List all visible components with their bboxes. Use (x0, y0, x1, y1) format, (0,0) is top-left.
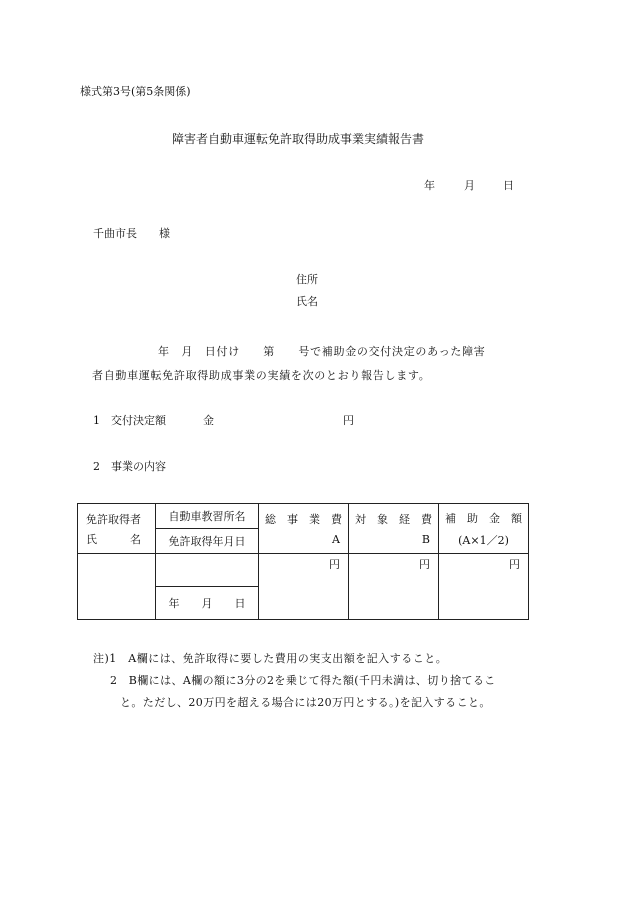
cell-applicant-name[interactable] (78, 554, 156, 620)
header-applicant-cell (78, 504, 156, 554)
note-2-line-2: と。ただし、20万円を超える場合には20万円とする。)を記入すること。 (120, 696, 491, 709)
section-1-unit: 円 (343, 414, 354, 427)
section-1-label: 1 交付決定額 (93, 414, 166, 427)
header-subsidy-sub: (A×1／2) (458, 533, 509, 547)
header-total-cost-sub: A (332, 533, 340, 546)
header-applicant-line-2: 氏 名 (86, 532, 141, 546)
form-number: 様式第3号(第5条関係) (80, 85, 191, 98)
cell-license-date-placeholder: 年 月 日 (168, 597, 246, 610)
cell-eligible-cost-unit: 円 (419, 558, 430, 571)
header-eligible-cost-label: 対 象 経 費 (355, 513, 432, 526)
header-subsidy-label: 補 助 金 額 (445, 511, 522, 525)
section-1-amount-prefix: 金 (203, 414, 214, 427)
addressee: 千曲市長 様 (93, 227, 170, 240)
page-title: 障害者自動車運転免許取得助成事業実績報告書 (172, 132, 425, 146)
header-eligible-cost-sub: B (421, 533, 430, 546)
cell-total-cost-unit: 円 (329, 558, 340, 571)
date-year-label: 年 (424, 179, 435, 192)
cell-subsidy-unit: 円 (509, 558, 520, 571)
name-label: 氏名 (296, 295, 318, 308)
header-applicant-line-1: 免許取得者 (86, 512, 141, 526)
header-eligible-cost-cell (349, 504, 439, 554)
body-line-1: 年 月 日付け 第 号で補助金の交付決定のあった障害 (158, 345, 486, 358)
note-2-line-1: 2 B欄には、A欄の額に3分の2を乗じて得た額(千円未満は、切り捨てるこ (110, 674, 496, 687)
cell-subsidy[interactable] (439, 554, 529, 620)
date-day-label: 日 (503, 179, 514, 192)
address-label: 住所 (296, 273, 318, 286)
table-body-row-1 (78, 554, 529, 587)
section-2-label: 2 事業の内容 (93, 460, 166, 473)
date-month-label: 月 (464, 179, 475, 192)
header-driving-school: 自動車教習所名 (156, 504, 259, 529)
cell-total-cost[interactable] (259, 554, 349, 620)
header-license-date: 免許取得年月日 (156, 529, 259, 554)
cell-license-date[interactable] (156, 587, 259, 620)
cell-driving-school[interactable] (156, 554, 259, 587)
body-line-2: 者自動車運転免許取得助成事業の実績を次のとおり報告します。 (92, 369, 431, 382)
note-1: 注)1 A欄には、免許取得に要した費用の実支出額を記入すること。 (93, 652, 448, 665)
content-table (77, 503, 529, 620)
header-total-cost-label: 総 事 業 費 (265, 513, 342, 526)
table-header-row-1 (78, 504, 529, 529)
header-total-cost-cell (259, 504, 349, 554)
cell-eligible-cost[interactable] (349, 554, 439, 620)
header-subsidy-cell (439, 504, 529, 554)
